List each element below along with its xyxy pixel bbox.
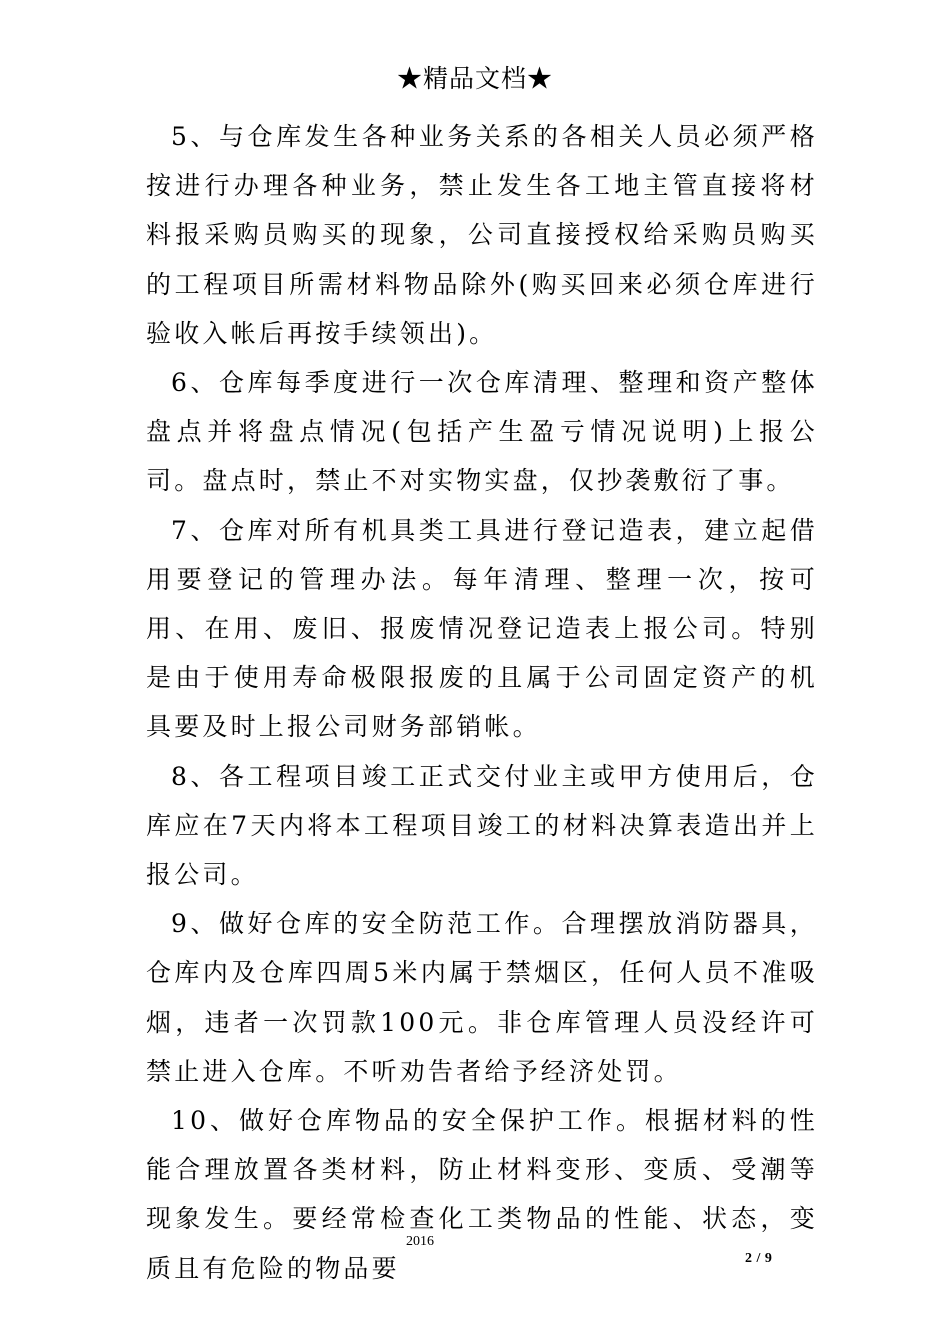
footer-year: 2016 <box>406 1234 434 1249</box>
page-header-title: ★精品文档★ <box>396 64 553 93</box>
paragraph-item-9: 9、做好仓库的安全防范工作。合理摆放消防器具，仓库内及仓库四周5米内属于禁烟区，任何人员不准吸烟，违者一次罚款100元。非仓库管理人员没经许可禁止进入仓库。不听劝告者给予经济处罚。 <box>146 909 818 1086</box>
paragraph-item-7: 7、仓库对所有机具类工具进行登记造表，建立起借用要登记的管理办法。每年清理、整理一次，按可用、在用、废旧、报废情况登记造表上报公司。特别是由于使用寿命极限报废的且属于公司固定资产的机具要及时上报公司财务部销帐。 <box>146 515 818 742</box>
paragraph-item-10: 10、做好仓库物品的安全保护工作。根据材料的性能合理放置各类材料，防止材料变形、变质、受潮等现象发生。要经常检查化工类物品的性能、状态，变质且有危险的物品要 <box>146 1106 818 1283</box>
paragraph-item-5: 5、与仓库发生各种业务关系的各相关人员必须严格按进行办理各种业务，禁止发生各工地主管直接将材料报采购员购买的现象，公司直接授权给采购员购买的工程项目所需材料物品除外(购买回来必须仓库进行验收入帐后再按手续领出)。 <box>146 122 818 348</box>
page-number: 2 / 9 <box>745 1251 773 1266</box>
document-body <box>146 112 818 1293</box>
paragraph-item-8: 8、各工程项目竣工正式交付业主或甲方使用后，仓库应在7天内将本工程项目竣工的材料决算表造出并上报公司。 <box>146 761 818 890</box>
paragraph-item-6: 6、仓库每季度进行一次仓库清理、整理和资产整体盘点并将盘点情况(包括产生盈亏情况说明)上报公司。盘点时，禁止不对实物实盘，仅抄袭敷衍了事。 <box>146 368 818 496</box>
